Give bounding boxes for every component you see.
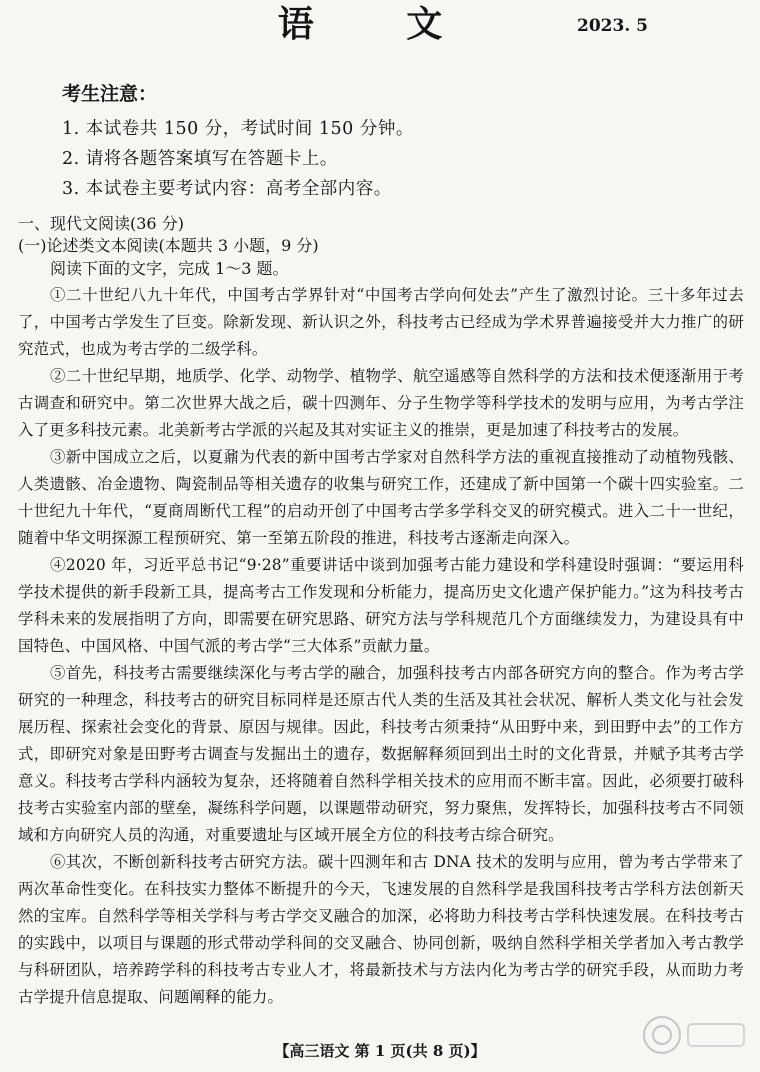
page-title: 语 文 xyxy=(277,3,483,45)
reading-section xyxy=(18,213,744,1011)
section-subtitle: (一)论述类文本阅读(本题共 3 小题，9 分) xyxy=(18,236,319,255)
passage-paragraph: ⑤首先，科技考古需要继续深化与考古学的融合，加强科技考古内部各研究方向的整合。作为考古学研究的一种理念，科技考古的研究目标同样是还原古代人类的生活及其社会状况、解析人类文化与社会发展历程、探索社会变化的背景、原因与规律。因此，科技考古须秉持“从田野中来，到田野中去”的工作方式，即研究对象是田野考古调查与发掘出土的遗存，数据解释须回到出土时的文化背景，并赋予其考古学意义。科技考古学科内涵较为复杂，还将随着自然科学相关技术的应用而不断丰富。因此，必须要打破科技考古实验室内部的壁垒，凝练科学问题，以课题带动研究，努力聚焦，发挥特长，加强科技考古不同领域和方向研究人员的沟通，对重要遗址与区域开展全方位的科技考古综合研究。 xyxy=(18,664,744,844)
notice-item: 3. 本试卷主要考试内容：高考全部内容。 xyxy=(62,179,392,199)
passage-paragraph: ③新中国成立之后，以夏鼐为代表的新中国考古学家对自然科学方法的重视直接推动了动植物残骸、人类遗骸、冶金遗物、陶瓷制品等相关遗存的收集与研究工作，还建成了新中国第一个碳十四实验室。二十世纪九十年代，“夏商周断代工程”的启动开创了中国考古学多学科交叉的研究模式。进入二十一世纪，随着中华文明探源工程预研究、第一至第五阶段的推进，科技考古逐渐走向深入。 xyxy=(18,448,744,547)
notice-item: 1. 本试卷共 150 分，考试时间 150 分钟。 xyxy=(62,119,414,139)
candidate-notice xyxy=(62,80,702,204)
exam-date: 2023. 5 xyxy=(577,16,648,36)
notice-heading: 考生注意： xyxy=(62,83,158,105)
watermark-icon xyxy=(640,1010,750,1060)
page-footer: 【高三语文 第 1 页(共 8 页)】 xyxy=(274,1042,486,1060)
passage-paragraph: ②二十世纪早期，地质学、化学、动物学、植物学、航空遥感等自然科学的方法和技术便逐渐用于考古调查和研究中。第二次世界大战之后，碳十四测年、分子生物学等科学技术的发明与应用，为考古学注入了更多科技元素。北美新考古学派的兴起及其对实证主义的推崇，更是加速了科技考古的发展。 xyxy=(18,367,744,439)
passage-paragraph: ①二十世纪八九十年代，中国考古学界针对“中国考古学向何处去”产生了激烈讨论。三十多年过去了，中国考古学发生了巨变。除新发现、新认识之外，科技考古已经成为学术界普遍接受并大力推广的研究范式，也成为考古学的二级学科。 xyxy=(18,286,744,358)
passage-paragraph: ⑥其次，不断创新科技考古研究方法。碳十四测年和古 DNA 技术的发明与应用，曾为考古学带来了两次革命性变化。在科技实力整体不断提升的今天，飞速发展的自然科学是我国科技考古学科方法创新天然的宝库。自然科学等相关学科与考古学交叉融合的加深，必将助力科技考古学科快速发展。在科技考古的实践中，以项目与课题的形式带动学科间的交叉融合、协同创新，吸纳自然科学相关学者加入考古教学与科研团队，培养跨学科的科技考古专业人才，将最新技术与方法内化为考古学的研究手段，从而助力考古学提升信息提取、问题阐释的能力。 xyxy=(18,853,744,1006)
passage-paragraph: ④2020 年，习近平总书记“9·28”重要讲话中谈到加强考古能力建设和学科建设时强调：“要运用科学技术提供的新手段新工具，提高考古工作发现和分析能力，提高历史文化遗产保护能力。”这为科技考古学科未来的发展指明了方向，即需要在研究思路、研究方法与学科规范几个方面继续发力，为建设具有中国特色、中国风格、中国气派的考古学“三大体系”贡献力量。 xyxy=(18,556,744,655)
section-instruction: 阅读下面的文字，完成 1～3 题。 xyxy=(50,259,289,278)
notice-item: 2. 请将各题答案填写在答题卡上。 xyxy=(62,149,338,169)
section-title: 一、现代文阅读(36 分) xyxy=(18,214,184,233)
watermark-logo xyxy=(640,1010,750,1060)
